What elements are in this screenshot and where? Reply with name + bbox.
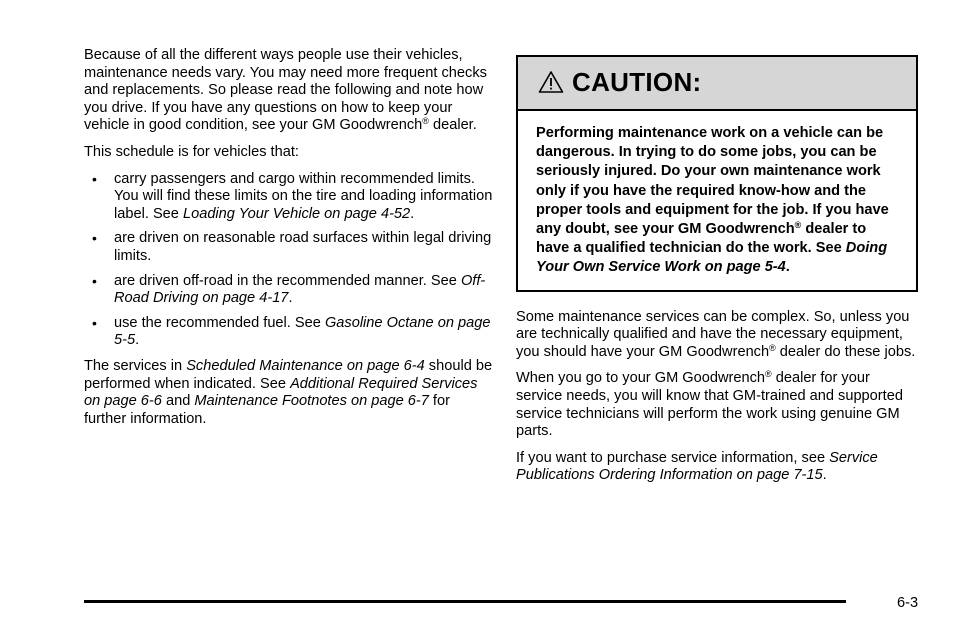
registered-mark: ® xyxy=(794,220,802,231)
paragraph-text: When you go to your GM Goodwrench xyxy=(516,370,766,387)
registered-mark: ® xyxy=(765,369,772,380)
services-text: and xyxy=(161,393,195,410)
services-text: for further information. xyxy=(84,393,450,427)
left-column xyxy=(84,47,494,437)
bullet-icon: • xyxy=(92,230,97,247)
services-text: should be performed when indicated. See xyxy=(84,357,493,392)
cross-reference-link[interactable]: Service Publications Ordering Information on page 7-15 xyxy=(516,449,878,484)
page-number: 6-3 xyxy=(897,595,919,611)
right-text-block xyxy=(516,309,918,485)
caution-title: CAUTION: xyxy=(572,67,702,98)
intro-text-end: dealer. xyxy=(428,117,477,134)
services-text: The services in xyxy=(84,357,187,374)
list-item xyxy=(84,171,494,224)
cross-reference-link[interactable]: Doing Your Own Service Work on page 5-4 xyxy=(536,240,888,276)
paragraph-text: If you want to purchase service information, see xyxy=(516,449,830,466)
list-item-text-end: . xyxy=(135,332,140,349)
list-item-text: are driven on reasonable road surfaces within legal driving limits. xyxy=(114,230,492,264)
intro-paragraph xyxy=(84,47,494,135)
services-paragraph xyxy=(84,358,494,428)
list-item-text: carry passengers and cargo within recommended limits. You will find these limits on the tire and loading information label. See xyxy=(114,170,493,222)
registered-mark: ® xyxy=(769,342,776,353)
dealer-paragraph xyxy=(516,370,918,440)
cross-reference-link[interactable]: Loading Your Vehicle on page 4-52 xyxy=(182,205,411,222)
list-item-text: are driven off-road in the recommended manner. See xyxy=(114,272,461,289)
list-item-text: use the recommended fuel. See xyxy=(114,314,325,331)
cross-reference-link[interactable]: Gasoline Octane on page 5-5 xyxy=(114,314,491,349)
intro-text: Because of all the different ways people use their vehicles, maintenance needs vary. You may need more frequent checks and replacements. So please read the following and note how you drive. If you have any questions on how to keep your vehicle in good condition, see your GM Goodwrench xyxy=(84,47,487,134)
bullet-icon: • xyxy=(92,314,97,331)
caution-text-part: . xyxy=(785,259,790,276)
bullet-icon: • xyxy=(92,272,97,289)
list-item xyxy=(84,230,494,265)
paragraph-text: dealer do these jobs. xyxy=(775,343,916,360)
list-item xyxy=(84,315,494,350)
list-item xyxy=(84,273,494,308)
right-column xyxy=(516,55,918,494)
caution-box xyxy=(516,55,918,292)
cross-reference-link[interactable]: Scheduled Maintenance on page 6-4 xyxy=(186,357,425,374)
list-item-text-end: . xyxy=(410,205,415,222)
registered-mark: ® xyxy=(422,116,429,127)
paragraph-text: Some maintenance services can be complex. So, unless you are technically qualified and have the necessary equipment, you should have your GM Goodwrench xyxy=(516,308,910,360)
cross-reference-link[interactable]: Additional Required Services on page 6-6 xyxy=(84,375,478,410)
purchase-paragraph xyxy=(516,450,918,485)
caution-text-part: dealer to have a qualified technician do the work. See xyxy=(536,221,867,257)
caution-text-part: Performing maintenance work on a vehicle can be dangerous. In trying to do some jobs, you can be seriously injured. Do your own maintenance work only if you have the required know-how and the proper tools and equipment for the job. If you have any doubt, see your GM Goodwrench xyxy=(536,125,889,238)
cross-reference-link[interactable]: Off-Road Driving on page 4-17 xyxy=(114,272,486,307)
paragraph-text: dealer for your service needs, you will know that GM-trained and supported service technicians will perform the work using genuine GM parts. xyxy=(516,370,903,440)
caution-header xyxy=(518,57,916,111)
vehicle-conditions-list xyxy=(84,171,494,350)
complex-paragraph xyxy=(516,309,918,362)
paragraph-text: . xyxy=(822,467,827,484)
warning-triangle-icon xyxy=(538,70,564,94)
list-item-text-end: . xyxy=(288,290,293,307)
footer-rule xyxy=(84,600,846,603)
bullet-icon: • xyxy=(92,170,97,187)
schedule-lead: This schedule is for vehicles that: xyxy=(84,143,299,160)
cross-reference-link[interactable]: Maintenance Footnotes on page 6-7 xyxy=(194,393,429,410)
caution-text xyxy=(518,111,916,290)
